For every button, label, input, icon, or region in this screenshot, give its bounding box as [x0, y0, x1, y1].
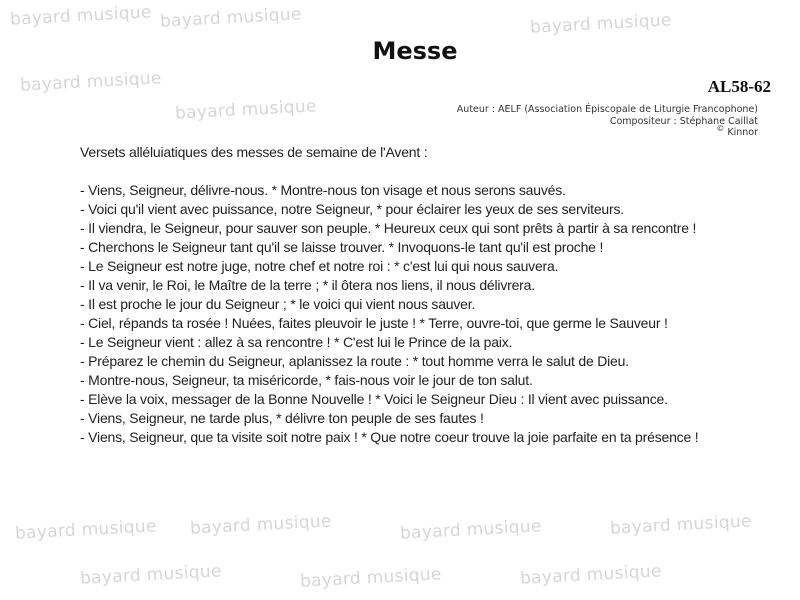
catalog-code: AL58-62 [707, 77, 771, 96]
verse-line: - Il va venir, le Roi, le Maître de la terre ; * il ôtera nos liens, il nous délivrera. [80, 277, 535, 293]
verse-line: - Préparez le chemin du Seigneur, aplanissez la route : * tout homme verra le salut de Dieu. [80, 353, 629, 369]
verse-list [80, 181, 770, 447]
verse-line: - Cherchons le Seigneur tant qu'il se laisse trouver. * Invoquons-le tant qu'il est proche ! [80, 239, 604, 255]
verse-line: - Il est proche le jour du Seigneur ; * le voici qui vient nous sauver. [80, 296, 476, 312]
verse-line: - Voici qu'il vient avec puissance, notre Seigneur, * pour éclairer les yeux de ses serviteurs. [80, 201, 624, 217]
copyright-symbol: © [716, 123, 725, 133]
page-title: Messe [372, 37, 458, 65]
verse-line: - Viens, Seigneur, délivre-nous. * Montre-nous ton visage et nous serons sauvés. [80, 182, 566, 198]
watermark-text: bayard musique [189, 511, 333, 539]
watermark-text: bayard musique [519, 561, 663, 589]
watermark-text: bayard musique [609, 511, 753, 539]
watermark-text: bayard musique [14, 516, 158, 544]
watermark-text: bayard musique [174, 96, 318, 124]
credits [457, 104, 758, 139]
verse-line: - Il viendra, le Seigneur, pour sauver son peuple. * Heureux ceux qui sont prêts à partir à sa rencontre ! [80, 220, 697, 236]
composer-credit: Compositeur : Stéphane Caillat [609, 115, 758, 127]
watermark-text: bayard musique [159, 4, 303, 32]
watermark-text: bayard musique [19, 68, 163, 96]
verse-line: - Montre-nous, Seigneur, ta miséricorde, * fais-nous voir le jour de ton salut. [80, 372, 533, 388]
verse-line: - Viens, Seigneur, ne tarde plus, * délivre ton peuple de ses fautes ! [80, 410, 484, 426]
verse-line: - Le Seigneur vient : allez à sa rencontre ! * C'est lui le Prince de la paix. [80, 334, 513, 350]
watermark-text: bayard musique [299, 564, 443, 592]
verse-line: - Viens, Seigneur, que ta visite soit notre paix ! * Que notre coeur trouve la joie parfaite en ta présence ! [80, 429, 699, 445]
verse-line: - Ciel, répands ta rosée ! Nuées, faites pleuvoir le juste ! * Terre, ouvre-toi, que germe le Sauveur ! [80, 315, 668, 331]
watermark-text: bayard musique [399, 516, 543, 544]
publisher-name: Kinnor [727, 127, 758, 138]
watermark-text: bayard musique [9, 2, 153, 30]
verse-line: - Le Seigneur est notre juge, notre chef et notre roi : * c'est lui qui nous sauvera. [80, 258, 559, 274]
author-credit: Auteur : AELF (Association Épiscopale de Liturgie Francophone) [456, 104, 758, 115]
intro-text: Versets alléluiatiques des messes de semaine de l'Avent : [80, 144, 428, 160]
document-body [80, 143, 770, 447]
verse-line: - Elève la voix, messager de la Bonne Nouvelle ! * Voici le Seigneur Dieu : Il vient avec puissance. [80, 391, 668, 407]
watermark-text: bayard musique [529, 10, 673, 38]
watermark-text: bayard musique [79, 561, 223, 589]
publisher-credit [457, 123, 758, 139]
